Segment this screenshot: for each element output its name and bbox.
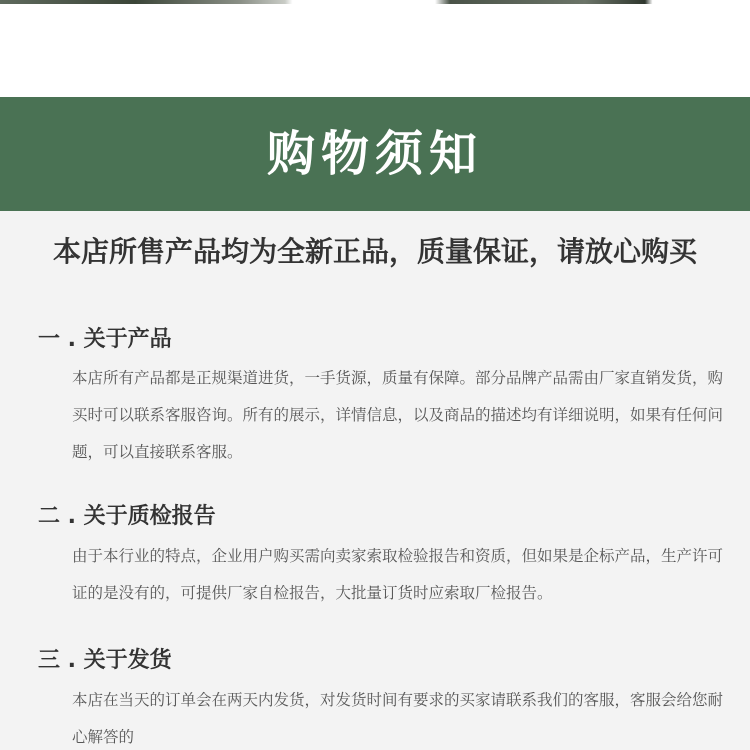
section-title-products: 一 . 关于产品	[38, 327, 172, 352]
section-title-inspection-report: 二 . 关于质检报告	[38, 504, 216, 529]
guarantee-headline: 本店所售产品均为全新正品，质量保证，请放心购买	[52, 235, 697, 268]
banner-title: 购物须知	[266, 126, 483, 182]
top-spacer	[0, 4, 750, 97]
section-body-products: 本店所有产品都是正规渠道进货，一手货源，质量有保障。部分品牌产品需由厂家直销发货，购买时可以联系客服咨询。所有的展示，详情信息，以及商品的描述均有详细说明，如果有任何问题，可以直接联系客服。	[72, 369, 724, 461]
section-body-shipping: 本店在当天的订单会在两天内发货，对发货时间有要求的买家请联系我们的客服，客服会给您耐心解答的	[72, 691, 724, 746]
section-title-shipping: 三 . 关于发货	[38, 648, 172, 673]
section-body-inspection-report: 由于本行业的特点，企业用户购买需向卖家索取检验报告和资质，但如果是企标产品，生产许可证的是没有的，可提供厂家自检报告，大批量订货时应索取厂检报告。	[72, 547, 724, 602]
notice-banner	[0, 97, 750, 211]
